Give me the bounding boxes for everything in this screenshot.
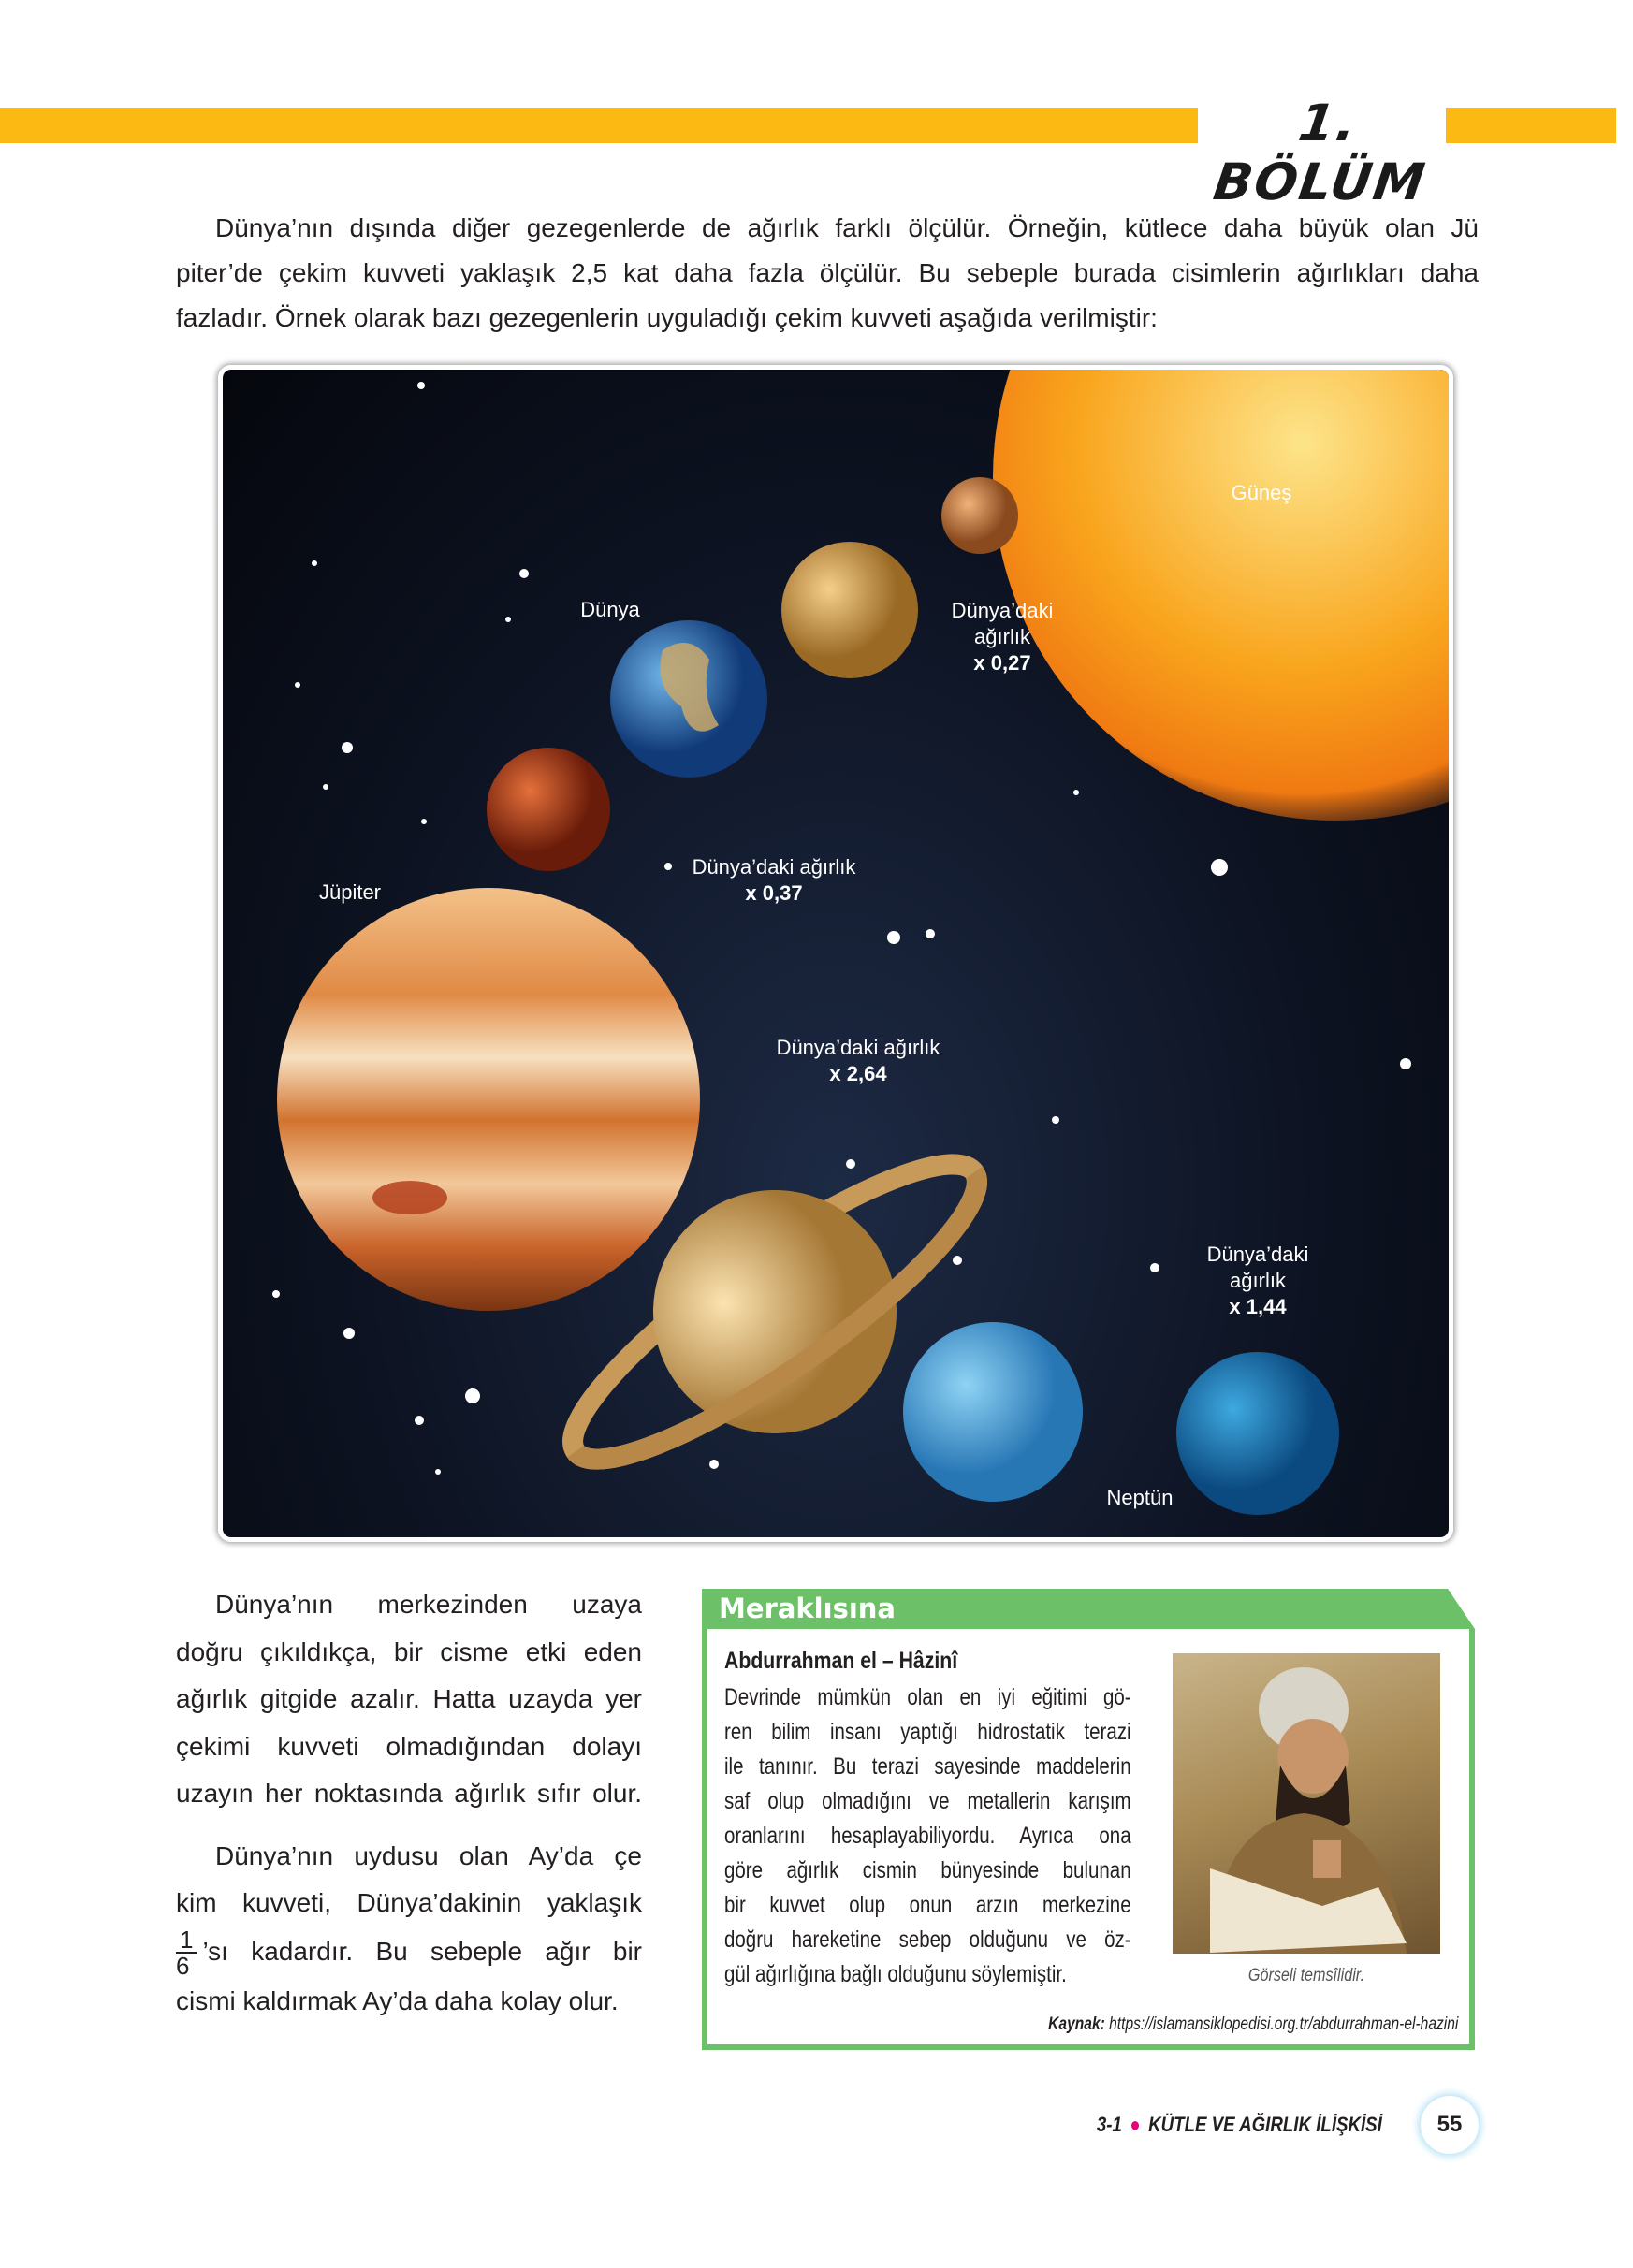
- text-line: fazladır. Örnek olarak bazı gezegenlerin uyguladığı çekim kuvveti aşağıda verilmiştir:: [176, 303, 1158, 332]
- source-line: [1048, 2014, 1458, 2035]
- weight-label-neptune: [1207, 1242, 1309, 1320]
- weight-value: x 1,44: [1229, 1295, 1287, 1318]
- fraction: [176, 1927, 197, 1978]
- footer-section: [1097, 2113, 1382, 2137]
- box-title: Meraklısına: [719, 1592, 896, 1624]
- section-title: KÜTLE VE AĞIRLIK İLİŞKİSİ: [1148, 2113, 1382, 2136]
- weight-value: x 0,37: [745, 881, 803, 905]
- bullet-icon: ●: [1130, 2113, 1141, 2136]
- text-line: göre ağırlık cismin bünyesinde bulunan: [724, 1857, 1131, 1883]
- scholar-portrait: [1173, 1653, 1440, 1954]
- text-line: cismi kaldırmak Ay’da daha kolay olur.: [176, 1985, 619, 2015]
- text-line: Devrinde mümkün olan en iyi eğitimi gö-: [724, 1684, 1131, 1710]
- uranus-icon: [903, 1322, 1083, 1502]
- text-line: ile tanınır. Bu terazi sayesinde maddelerin: [724, 1753, 1131, 1780]
- mercury-icon: [941, 477, 1018, 554]
- text-line: uzayın her noktasında ağırlık sıfır olur.: [176, 1779, 642, 1808]
- weight-label-jupiter: [777, 1035, 940, 1087]
- solar-system-illustration: [218, 365, 1453, 1542]
- weight-text: ağırlık: [1230, 1269, 1286, 1292]
- weight-text: Dünya’daki: [1206, 1243, 1309, 1266]
- weight-text: Dünya’daki ağırlık: [692, 855, 856, 879]
- text-line: doğru hareketine sebep olduğunu ve öz-: [724, 1926, 1131, 1953]
- header-bar-left: [0, 108, 1198, 143]
- text-line-fraction: [176, 1927, 642, 1978]
- text-line: Dünya’nın dışında diğer gezegenlerde de ağırlık farklı ölçülür. Örneğin, kütlece daha büyük olan Jü: [215, 213, 1479, 242]
- side-paragraphs: [176, 1581, 642, 2025]
- text-line: gül ağırlığına bağlı olduğunu söylemiştir.: [724, 1961, 1067, 1987]
- text-line: ’sı kadardır. Bu sebeple ağır bir: [202, 1937, 642, 1967]
- fraction-numerator: 1: [176, 1927, 197, 1954]
- chapter-title: 1. BÖLÜM: [1210, 94, 1431, 211]
- text-line: oranlarını hesaplayabiliyordu. Ayrıca ona: [724, 1823, 1131, 1849]
- weight-value: x 2,64: [829, 1062, 887, 1085]
- weight-text: Dünya’daki: [951, 599, 1054, 622]
- weight-label-mercury: [952, 598, 1054, 676]
- text-line: çekimi kuvveti olmadığından dolayı: [176, 1731, 642, 1761]
- text-line: bir kuvvet olup onun arzın merkezine: [724, 1892, 1131, 1918]
- text-line: Dünya’nın uydusu olan Ay’da çe: [215, 1840, 642, 1870]
- venus-icon: [781, 542, 918, 678]
- text-line: ren bilim insanı yaptığı hidrostatik terazi: [724, 1719, 1131, 1745]
- fraction-denominator: 6: [176, 1951, 190, 1980]
- sun-icon: [993, 370, 1449, 821]
- mars-icon: [487, 748, 610, 871]
- source-label: Kaynak:: [1047, 2014, 1105, 2034]
- box-text: [724, 1680, 1131, 1992]
- section-number: 3-1: [1096, 2113, 1122, 2136]
- text-line: doğru çıkıldıkça, bir cisme etki eden: [176, 1636, 642, 1666]
- neptune-label: Neptün: [1106, 1486, 1174, 1509]
- text-line: ağırlık gitgide azalır. Hatta uzayda yer: [176, 1684, 642, 1713]
- scholar-name: Abdurrahman el – Hâzinî: [724, 1648, 958, 1674]
- weight-label-mars: [693, 854, 856, 907]
- weight-value: x 0,27: [973, 651, 1031, 675]
- text-line: Dünya’nın merkezinden uzaya: [215, 1590, 642, 1619]
- jupiter-label: Jüpiter: [318, 880, 382, 904]
- source-link[interactable]: https://islamansiklopedisi.org.tr/abdurrahman-el-hazini: [1108, 2014, 1458, 2034]
- planets-drawing: [223, 370, 1449, 1537]
- neptune-icon: [1176, 1352, 1339, 1515]
- earth-label: Dünya: [580, 598, 640, 621]
- text-line: kim kuvveti, Dünya’dakinin yaklaşık: [176, 1888, 642, 1917]
- text-line: saf olup olmadığını ve metallerin karışım: [724, 1788, 1131, 1814]
- page-number: 55: [1421, 2096, 1479, 2154]
- box-body: [702, 1629, 1475, 2050]
- meraklisina-box: [702, 1589, 1475, 2050]
- header-bar-right: [1446, 108, 1616, 143]
- text-line: piter’de çekim kuvveti yaklaşık 2,5 kat daha fazla ölçülür. Bu sebeple burada cisimlerin ağırlıkları daha: [176, 258, 1479, 287]
- sun-label: Güneş: [1231, 481, 1292, 504]
- weight-text: ağırlık: [974, 625, 1030, 648]
- weight-text: Dünya’daki ağırlık: [776, 1036, 940, 1059]
- jupiter-icon: [277, 888, 700, 1311]
- portrait-caption: Görseli temsîlidir.: [1247, 1966, 1365, 1985]
- intro-paragraph: [176, 206, 1479, 341]
